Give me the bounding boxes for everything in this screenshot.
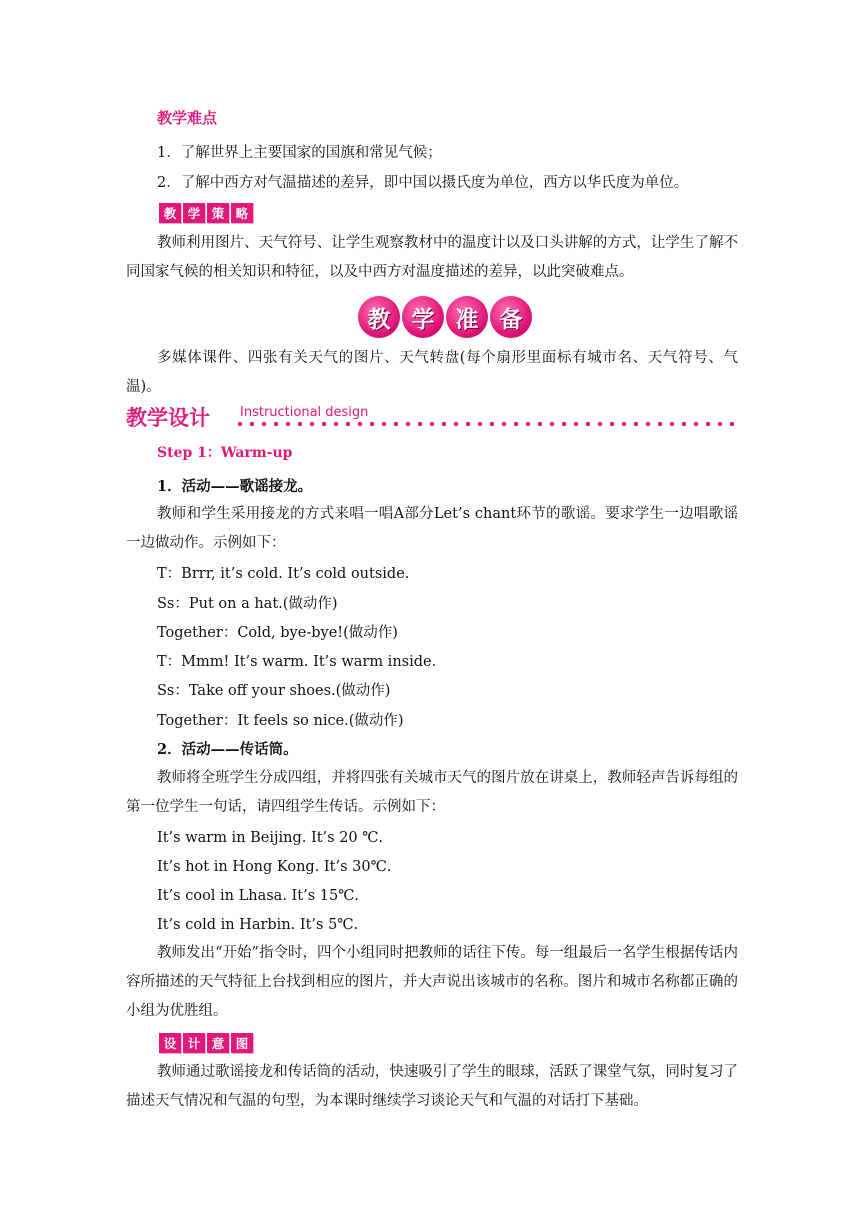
- difficulty-heading: 教学难点: [157, 109, 218, 127]
- intent-tag: [159, 1033, 253, 1053]
- activity2-result: 教师发出“开始”指令时，四个小组同时把教师的话往下传。每一组最后一名学生根据传话内容所描述的天气特征上台找到相应的图片，并大声说出该城市的名称。图片和城市名称都正确的小组为优胜组。: [126, 945, 738, 1019]
- preparation-banner-char: 学: [402, 296, 444, 338]
- intent-tag-char: 图: [231, 1033, 253, 1053]
- activity1-text: 教师和学生采用接龙的方式来唱一唱A部分Let’s chant环节的歌谣。要求学生一边唱歌谣一边做动作。示例如下：: [126, 506, 738, 551]
- preparation-banner-char: 准: [446, 296, 488, 338]
- strategy-tag-char: 策: [207, 203, 229, 223]
- intent-text: 教师通过歌谣接龙和传话筒的活动，快速吸引了学生的眼球，活跃了课堂气氛，同时复习了描述天气情况和气温的句型，为本课时继续学习谈论天气和气温的对话打下基础。: [126, 1064, 738, 1109]
- preparation-banner: [358, 296, 532, 338]
- chant-line: Together：It feels so nice.(做动作): [157, 713, 404, 729]
- step1-title: Step 1：Warm-up: [157, 445, 293, 461]
- intent-tag-char: 设: [159, 1033, 181, 1053]
- chant-line: T：Mmm! It’s warm. It’s warm inside.: [157, 654, 437, 670]
- strategy-tag-char: 教: [159, 203, 181, 223]
- chant-line: Ss：Put on a hat.(做动作): [157, 596, 338, 612]
- relay-line: It’s warm in Beijing. It’s 20 ℃.: [157, 830, 384, 846]
- design-subtitle: Instructional design: [240, 405, 369, 420]
- strategy-text: 教师利用图片、天气符号、让学生观察教材中的温度计以及口头讲解的方式，让学生了解不同国家气候的相关知识和特征，以及中西方对温度描述的差异，以此突破难点。: [126, 235, 738, 280]
- intent-tag-char: 计: [183, 1033, 205, 1053]
- strategy-tag-char: 略: [231, 203, 253, 223]
- strategy-tag: [159, 203, 253, 223]
- intent-tag-char: 意: [207, 1033, 229, 1053]
- strategy-tag-char: 学: [183, 203, 205, 223]
- difficulty-item-1: 1．了解世界上主要国家的国旗和常见气候；: [157, 145, 442, 161]
- preparation-banner-char: 备: [490, 296, 532, 338]
- activity2-title: 2．活动——传话筒。: [157, 741, 298, 758]
- relay-line: It’s cool in Lhasa. It’s 15℃.: [157, 888, 360, 904]
- chant-line: Together：Cold, bye-bye!(做动作): [157, 625, 398, 641]
- activity2-text: 教师将全班学生分成四组，并将四张有关城市天气的图片放在讲桌上，教师轻声告诉每组的第一位学生一句话，请四组学生传话。示例如下：: [126, 770, 738, 815]
- relay-line: It’s hot in Hong Kong. It’s 30℃.: [157, 859, 392, 875]
- preparation-banner-char: 教: [358, 296, 400, 338]
- design-title: 教学设计: [126, 406, 210, 430]
- chant-line: Ss：Take off your shoes.(做动作): [157, 683, 391, 699]
- difficulty-item-2: 2．了解中西方对气温描述的差异，即中国以摄氏度为单位，西方以华氏度为单位。: [157, 175, 689, 191]
- preparation-text: 多媒体课件、四张有关天气的图片、天气转盘(每个扇形里面标有城市名、天气符号、气温)。: [126, 350, 738, 395]
- relay-line: It’s cold in Harbin. It’s 5℃.: [157, 917, 359, 933]
- activity1-title: 1．活动——歌谣接龙。: [157, 478, 313, 495]
- chant-line: T：Brrr, it’s cold. It’s cold outside.: [157, 566, 410, 582]
- design-dotted-rule: [234, 420, 734, 428]
